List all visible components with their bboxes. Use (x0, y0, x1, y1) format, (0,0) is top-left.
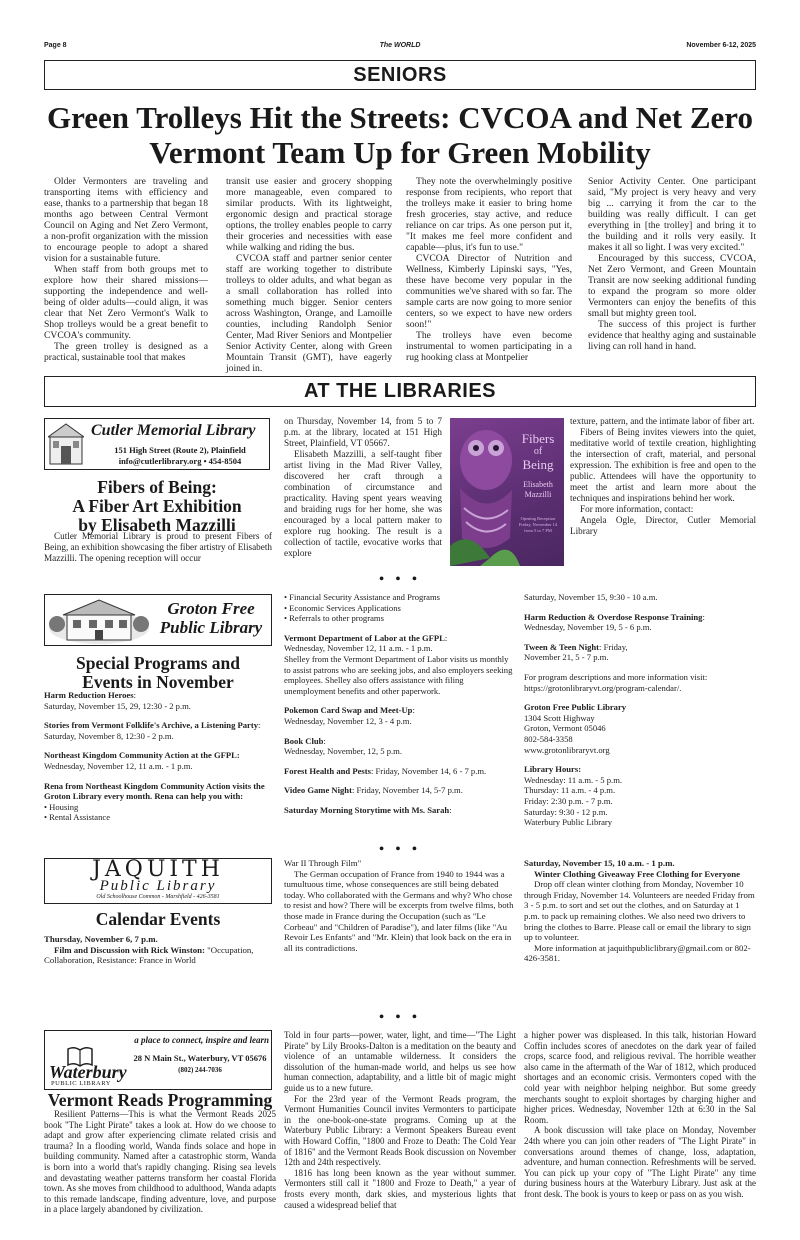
address-line: Groton, Vermont 05046 (524, 723, 606, 734)
hours-line: Wednesday: 11 a.m. - 5 p.m. (524, 774, 623, 785)
paragraph: CVCOA Director of Nutrition and Wellness, Kimberly Lipinski says, "Yes, these have become very popular in the communities we've shared with so far. The sample carts are now going to more senior centers, so we expect to have new orders soon!" (406, 253, 572, 330)
event-time: Friday, November 14, 6 - 7 p.m. (375, 765, 487, 776)
event-item: Saturday Morning Storytime with Ms. Sarah: (284, 804, 452, 815)
jaquith-logo-address: Old Schoolhouse Common - Marshfield - 426-3581 (96, 894, 220, 900)
logo-line: Groton Free (167, 599, 255, 618)
more-info: More information at jaquithpubliclibrary@gmail.com or 802-426-3581. (524, 942, 751, 964)
list-item: • Housing (44, 802, 276, 813)
event-item: Stories from Vermont Folklife's Archive, a Listening Party: Saturday, November 8, 12:30 - 2 p.m. (44, 720, 261, 741)
waterbury-address: 28 N Main St., Waterbury, VT 05676 (133, 1053, 267, 1063)
cutler-contact: info@cutlerlibrary.org • 454-8504 (118, 456, 242, 466)
cutler-article-title (44, 478, 270, 535)
poster-reception-text: Opening Reception Friday, November 14 from 5 to 7 PM (518, 516, 558, 533)
event-label: Tween & Teen Night (524, 641, 600, 652)
groton-column-1 (44, 690, 276, 823)
event-label: Northeast Kingdom Community Action at the GFPL: (44, 750, 240, 761)
event-label: Vermont Department of Labor at the GFPL (284, 632, 445, 643)
event-label: Winter Clothing Giveaway Free Clothing for Everyone (534, 868, 741, 879)
event-label: Harm Reduction Heroes (44, 690, 134, 700)
paragraph: on Thursday, November 14, from 5 to 7 p.m. at the library, located at 151 High Street, Plainfield, VT 05667. (284, 416, 442, 448)
library-building-icon (48, 422, 84, 466)
list-item: • Financial Security Assistance and Programs (284, 592, 516, 603)
event-item: Saturday, November 15, 9:30 - 10 a.m. (524, 592, 658, 602)
waterbury-logo-name: Waterbury (49, 1062, 127, 1082)
address-name: Groton Free Public Library (524, 702, 627, 713)
hours-line: Thursday: 11 a.m. - 4 p.m. (524, 785, 616, 796)
list-item: • Economic Services Applications (284, 603, 516, 614)
event-time: Friday, November 14, 5-7 p.m. (356, 785, 463, 796)
paragraph: Encouraged by this success, CVCOA, Net Zero Vermont, and Green Mountain Transit are now seeking additional funding to expand the program so more older Vermonters can enjoy the benefits of this small but mighty green tool. (588, 253, 756, 319)
groton-hours (524, 764, 756, 828)
title-line: Fibers (521, 431, 555, 446)
section-banner-libraries: AT THE LIBRARIES (44, 376, 756, 407)
paragraph: For more information, contact: (580, 504, 694, 514)
more-info: For program descriptions and more information visit: https://grotonlibraryvt.org/program-calendar/. (524, 671, 708, 693)
event-description: "Occupation, Collaboration, Resistance: France in World (44, 944, 254, 966)
event-item: Harm Reduction Heroes: Saturday, November 15, 29, 12:30 - 2 p.m. (44, 690, 191, 711)
address-line: 802-584-3358 (524, 733, 573, 744)
event-label: Video Game Night (284, 785, 352, 796)
paper-name: The WORLD (379, 42, 421, 49)
event-item (44, 945, 274, 966)
jaquith-logo-sub: Public Library (99, 878, 217, 894)
paragraph: For the 23rd year of the Vermont Reads program, the Vermont Humanities Council invites Vermonters to participate in the one-book-one-state programs. Coming up at the Waterbury Public Library: a Vermont Speakers Bureau event with Howard Coffin, "1800 and Froze to Death: The Cold Year of 1816" and the Vermont Reads Book discussion on November 12th and 24th respectively. (284, 1093, 516, 1168)
waterbury-column-1 (44, 1109, 276, 1215)
event-label: Pokemon Card Swap and Meet-Up (284, 705, 413, 716)
event-time: Wednesday, November, 12, 5 p.m. (284, 746, 402, 757)
waterbury-phone: (802) 244-7036 (178, 1066, 222, 1074)
page-number: Page 8 (44, 42, 67, 49)
paragraph: The green trolley is designed as a practical, sustainable tool that makes (44, 341, 208, 363)
seniors-column-3 (406, 176, 572, 363)
groton-column-3 (524, 592, 756, 837)
event-time: Saturday, November 8, 12:30 - 2 p.m. (44, 730, 174, 741)
event-item: Tween & Teen Night: Friday, November 21, 5 - 7 p.m. (524, 641, 628, 663)
paragraph: Told in four parts—power, water, light, and time—"The Light Pirate" by Lily Brooks-Dalton is a meditation on the beauty and violence of an untamable wilderness. It considers the dissolution of the human-made world, and helps us see how human connection, adaptability, and a little bit of magic might guide us to a new future. (284, 1030, 516, 1093)
waterbury-logo (44, 1030, 272, 1090)
event-label: Stories from Vermont Folklife's Archive, a Listening Party (44, 720, 259, 731)
issue-date: November 6-12, 2025 (686, 42, 756, 49)
cutler-logo-name: Cutler Memorial Library (91, 422, 256, 439)
seniors-column-2 (226, 176, 392, 374)
section-banner-seniors: SENIORS (44, 60, 756, 90)
paragraph: The success of this project is further evidence that healthy aging and sustainable living can roll hand in hand. (588, 319, 756, 352)
title-line: Fibers of Being: (97, 477, 217, 497)
event-item: Video Game Night: Friday, November 14, 5-7 p.m. (284, 785, 463, 796)
service-list (44, 802, 276, 823)
poster-title (512, 432, 564, 471)
paragraph: Senior Activity Center. One participant said, "My project is very heavy and very big ... carrying it from the car to the building was really difficult. I can get everything in [the trolley] and bring it to the building and it rolls very easily. It makes it all so light. I was very excited." (588, 176, 756, 253)
event-label: Forest Health and Pests (284, 765, 371, 776)
paragraph: 1816 has long been known as the year without summer. Vermonters still call it "1800 and Froze to Death," a year of frosts every month, dark skies, and mysterious lights that caused a widespread belief that (284, 1167, 516, 1210)
cutler-column-2 (284, 416, 442, 559)
cutler-address: 151 High Street (Route 2), Plainfield (114, 445, 246, 455)
event-item: Harm Reduction & Overdose Response Training: Wednesday, November 19, 5 - 6 p.m. (524, 611, 705, 633)
event-description: Shelley from the Vermont Department of Labor visits us monthly to assist patrons who are seeking jobs, and also employers seeking employees. Shelley also offers assistance with filing unemployment benefits and other paperwork. (284, 653, 513, 696)
event-item: Book Club: Wednesday, November, 12, 5 p.m. (284, 735, 402, 757)
article-headline: Green Trolleys Hit the Streets: CVCOA and Net Zero Vermont Team Up for Green Mobility (46, 100, 754, 170)
event-description: Drop off clean winter clothing from Monday, November 10 through Friday, November 14. Volunteers are needed Friday from 3 - 5 p.m. to sort and set out the clothes, and on Saturday at 1 p.m. to pack up remaining clothes. We also need two drivers to bring the clothes to Barre. Please call or email the library to sign up to volunteer. (524, 879, 755, 943)
jaquith-column-3 (524, 858, 756, 964)
list-item: • Referrals to other programs (284, 613, 516, 624)
event-time: Wednesday, November 19, 5 - 6 p.m. (524, 622, 652, 633)
paragraph: Fibers of Being invites viewers into the quiet, meditative world of textile creation, highlighting the intersection of craft, material, and personal expression. The exhibition is free and open to the public. Attendees will have the opportunity to meet the artist and learn more about the techniques and inspirations behind her work. (570, 427, 756, 503)
paragraph: They note the overwhelmingly positive response from recipients, who report that the trolleys make it easier to bring home fresh groceries, stay active, and reduce reliance on car trips. As one person put it, "It makes me feel more confident and capable—plus, it's fun to use." (406, 176, 572, 253)
event-item: Vermont Department of Labor at the GFPL: Wednesday, November 12, 11 a.m. - 1 p.m. Shelley from the Vermont Department of Labor visits us monthly to assist patrons who are seeking jobs, and also employers seeking employees. Shelley also offers assistance with filing unemployment benefits and other paperwork. (284, 632, 513, 696)
paragraph: Elisabeth Mazzilli, a self-taught fiber artist living in the Mad River Valley, discovered her craft through a combination of circumstance and practicality. Having spent years weaving and braiding rugs for her home, she was encouraged by a local pattern maker to explore rug hooking. The result is a collection of tactile, evocative works that explore (284, 449, 442, 558)
section-divider: • • • (379, 842, 421, 857)
event-label: Rena from Northeast Kingdom Community Action visits the Groton Library every month. Rena can help you with: (44, 780, 265, 802)
hours-line: Friday: 2:30 p.m. - 7 p.m. (524, 795, 613, 806)
paragraph: CVCOA staff and partner senior center staff are working together to distribute trolleys to older adults, and what began as a small collaboration has rolled into something much bigger. Senior centers across Washington, Orange, and Lamoille counties, including Randolph Senior Center, Mad River Seniors and Montpelier Senior Activity Center, along with Green Mountain Transit (GMT), have eagerly joined in. (226, 253, 392, 374)
jaquith-column-2 (284, 858, 516, 953)
section-divider: • • • (379, 1010, 421, 1025)
event-item (44, 750, 276, 771)
event-time: Thursday, November 6, 7 p.m. (44, 934, 158, 944)
service-list (284, 592, 516, 624)
paragraph: Resilient Patterns—This is what the Vermont Reads 2025 book "The Light Pirate" takes a look at. How do we choose to adapt and grow after experiencing climate related crisis and trauma? In a flooding world, Wanda finds solace and hope in building community. Named after a catastrophic storm, Wanda is born into a world that's rapidly changing. Rising sea levels and devastating weather patterns transform her coastal Florida town. As she moves from childhood to adulthood, Wanda adapts to this remade landscape, finding adventure, love, and purpose in a place largely abandoned by civilization. (44, 1109, 276, 1215)
event-time: November 21, 5 - 7 p.m. (524, 652, 609, 663)
waterbury-tagline: a place to connect, inspire and learn (134, 1035, 269, 1045)
jaquith-column-1 (44, 934, 274, 966)
event-label: Saturday Morning Storytime with Ms. Sarah (284, 804, 450, 815)
paragraph: Angela Ogle, Director, Cutler Memorial Library (570, 515, 756, 536)
seniors-column-4 (588, 176, 756, 352)
groton-house-icon (49, 598, 149, 644)
cutler-column-1 (44, 531, 272, 564)
waterbury-article-title: Vermont Reads Programming (47, 1090, 273, 1110)
groton-address (524, 702, 756, 755)
paragraph: When staff from both groups met to explore how their shared missions—supporting the independence and well-being of older adults—could align, it was clear that Net Zero Vermont's Walk to Shop trolleys would be a great benefit to CVCOA's community. (44, 264, 208, 341)
event-item (44, 781, 276, 823)
event-time: Wednesday, November 12, 3 - 4 p.m. (284, 715, 412, 726)
paragraph: The trolleys have even become instrumental to women participating in a rug hooking class at Montpelier (406, 330, 572, 363)
event-time: Wednesday, November 12, 11 a.m. - 1 p.m. (284, 643, 433, 654)
title-line: Events in November (82, 672, 234, 692)
exhibition-poster (450, 418, 564, 566)
groton-logo (44, 594, 272, 646)
groton-article-title (44, 654, 272, 692)
list-item: • Rental Assistance (44, 812, 276, 823)
hours-line: Waterbury Public Library (524, 817, 613, 828)
hours-line: Saturday: 9:30 - 12 p.m. (524, 806, 608, 817)
jaquith-logo (44, 858, 272, 904)
jaquith-article-title: Calendar Events (95, 909, 221, 929)
paragraph: a higher power was displeased. In this talk, historian Howard Coffin includes scores of anecdotes on the dark year of failed crops, scarce food, and religious revival. The horrible weather also came in the aftermath of the War of 1812, which produced shortages and an economic crisis. Vermonters coped with the cold year with neighbor helping neighbor. But some greedy merchants sought to exploit shortages by charging higher and higher prices. Wednesday, November 12th at 6:30 in the Sal Room. (524, 1030, 756, 1125)
jaquith-logo-name: JAQUITH (92, 857, 224, 882)
seniors-column-1 (44, 176, 208, 363)
waterbury-logo-sub: PUBLIC LIBRARY (51, 1080, 111, 1087)
groton-logo-name (151, 599, 271, 637)
waterbury-column-2 (284, 1030, 516, 1210)
event-label: Film and Discussion with Rick Winston: (54, 944, 205, 955)
paragraph: transit use easier and grocery shopping more manageable, even compared to similar products. With its lightweight, ergonomic design and practical storage options, the trolley enables people to carry their groceries and necessities with ease while walking and riding the bus. (226, 176, 392, 253)
title-line: of (533, 446, 543, 457)
event-time: Saturday, November 15, 10 a.m. - 1 p.m. (524, 858, 675, 868)
title-line: Being (522, 457, 554, 472)
event-item: Forest Health and Pests: Friday, November 14, 6 - 7 p.m. (284, 765, 487, 776)
paragraph: texture, pattern, and the intimate labor of fiber art. (570, 416, 755, 426)
title-line: Special Programs and (76, 653, 240, 673)
event-label: Harm Reduction & Overdose Response Training (524, 611, 703, 622)
address-line: 1304 Scott Highway (524, 712, 595, 723)
poster-author (512, 480, 564, 500)
waterbury-column-3 (524, 1030, 756, 1200)
hours-label: Library Hours: (524, 764, 582, 775)
title-line: A Fiber Art Exhibition (72, 496, 242, 516)
address-line: www.grotonlibraryvt.org (524, 744, 610, 755)
event-time: Wednesday, November 12, 11 a.m. - 1 p.m. (44, 760, 193, 771)
paragraph: The German occupation of France from 1940 to 1944 was a tumultuous time, whose consequences are still being debated today. Who collaborated with the Germans and why? Who chose to resist and how? There will be excerpts from twelve films, both those made in France during the Occupation (such as "Le Corbeau" and "Children of Paradise"), and later films (like "Au Revoir Les Enfants" and "Mr. Klein) that look back on the era in all its contradictions. (284, 868, 514, 953)
logo-line: Public Library (159, 618, 263, 637)
section-divider: • • • (379, 572, 421, 587)
paragraph: A book discussion will take place on Monday, November 24th where you can join other readers of "The Light Pirate" in conversations around themes of change, loss, adaptation, adventure, and human connection. Refreshments will be served. You can pick up your copy of "The Light Pirate" any time during business hours at the Waterbury Library. Just ask at the front desk. The book is yours to keep or pass on as you wish. (524, 1125, 756, 1199)
paragraph: Older Vermonters are traveling and transporting items with efficiency and ease, thanks to a partnership that began 18 months ago between Central Vermont Council on Aging and Net Zero Vermont, a non-profit organization with the mission to encourage people to adopt a shared vision for a sustainable future. (44, 176, 208, 264)
event-item: Pokemon Card Swap and Meet-Up: Wednesday, November 12, 3 - 4 p.m. (284, 705, 415, 726)
groton-column-2 (284, 592, 516, 825)
cutler-column-4 (570, 416, 756, 537)
title-line: by Elisabeth Mazzilli (78, 515, 236, 535)
paragraph: Cutler Memorial Library is proud to present Fibers of Being, an exhibition showcasing the fiber artistry of Elisabeth Mazzilli. The opening reception will occur (44, 531, 272, 563)
event-time: Friday, (603, 641, 628, 652)
paragraph: War II Through Film" (284, 858, 362, 868)
author-line: Elisabeth (523, 480, 553, 489)
event-time: Saturday, November 15, 29, 12:30 - 2 p.m. (44, 700, 191, 711)
author-line: Mazzilli (524, 490, 552, 499)
event-label: Book Club (284, 735, 324, 746)
cutler-logo (44, 418, 270, 470)
